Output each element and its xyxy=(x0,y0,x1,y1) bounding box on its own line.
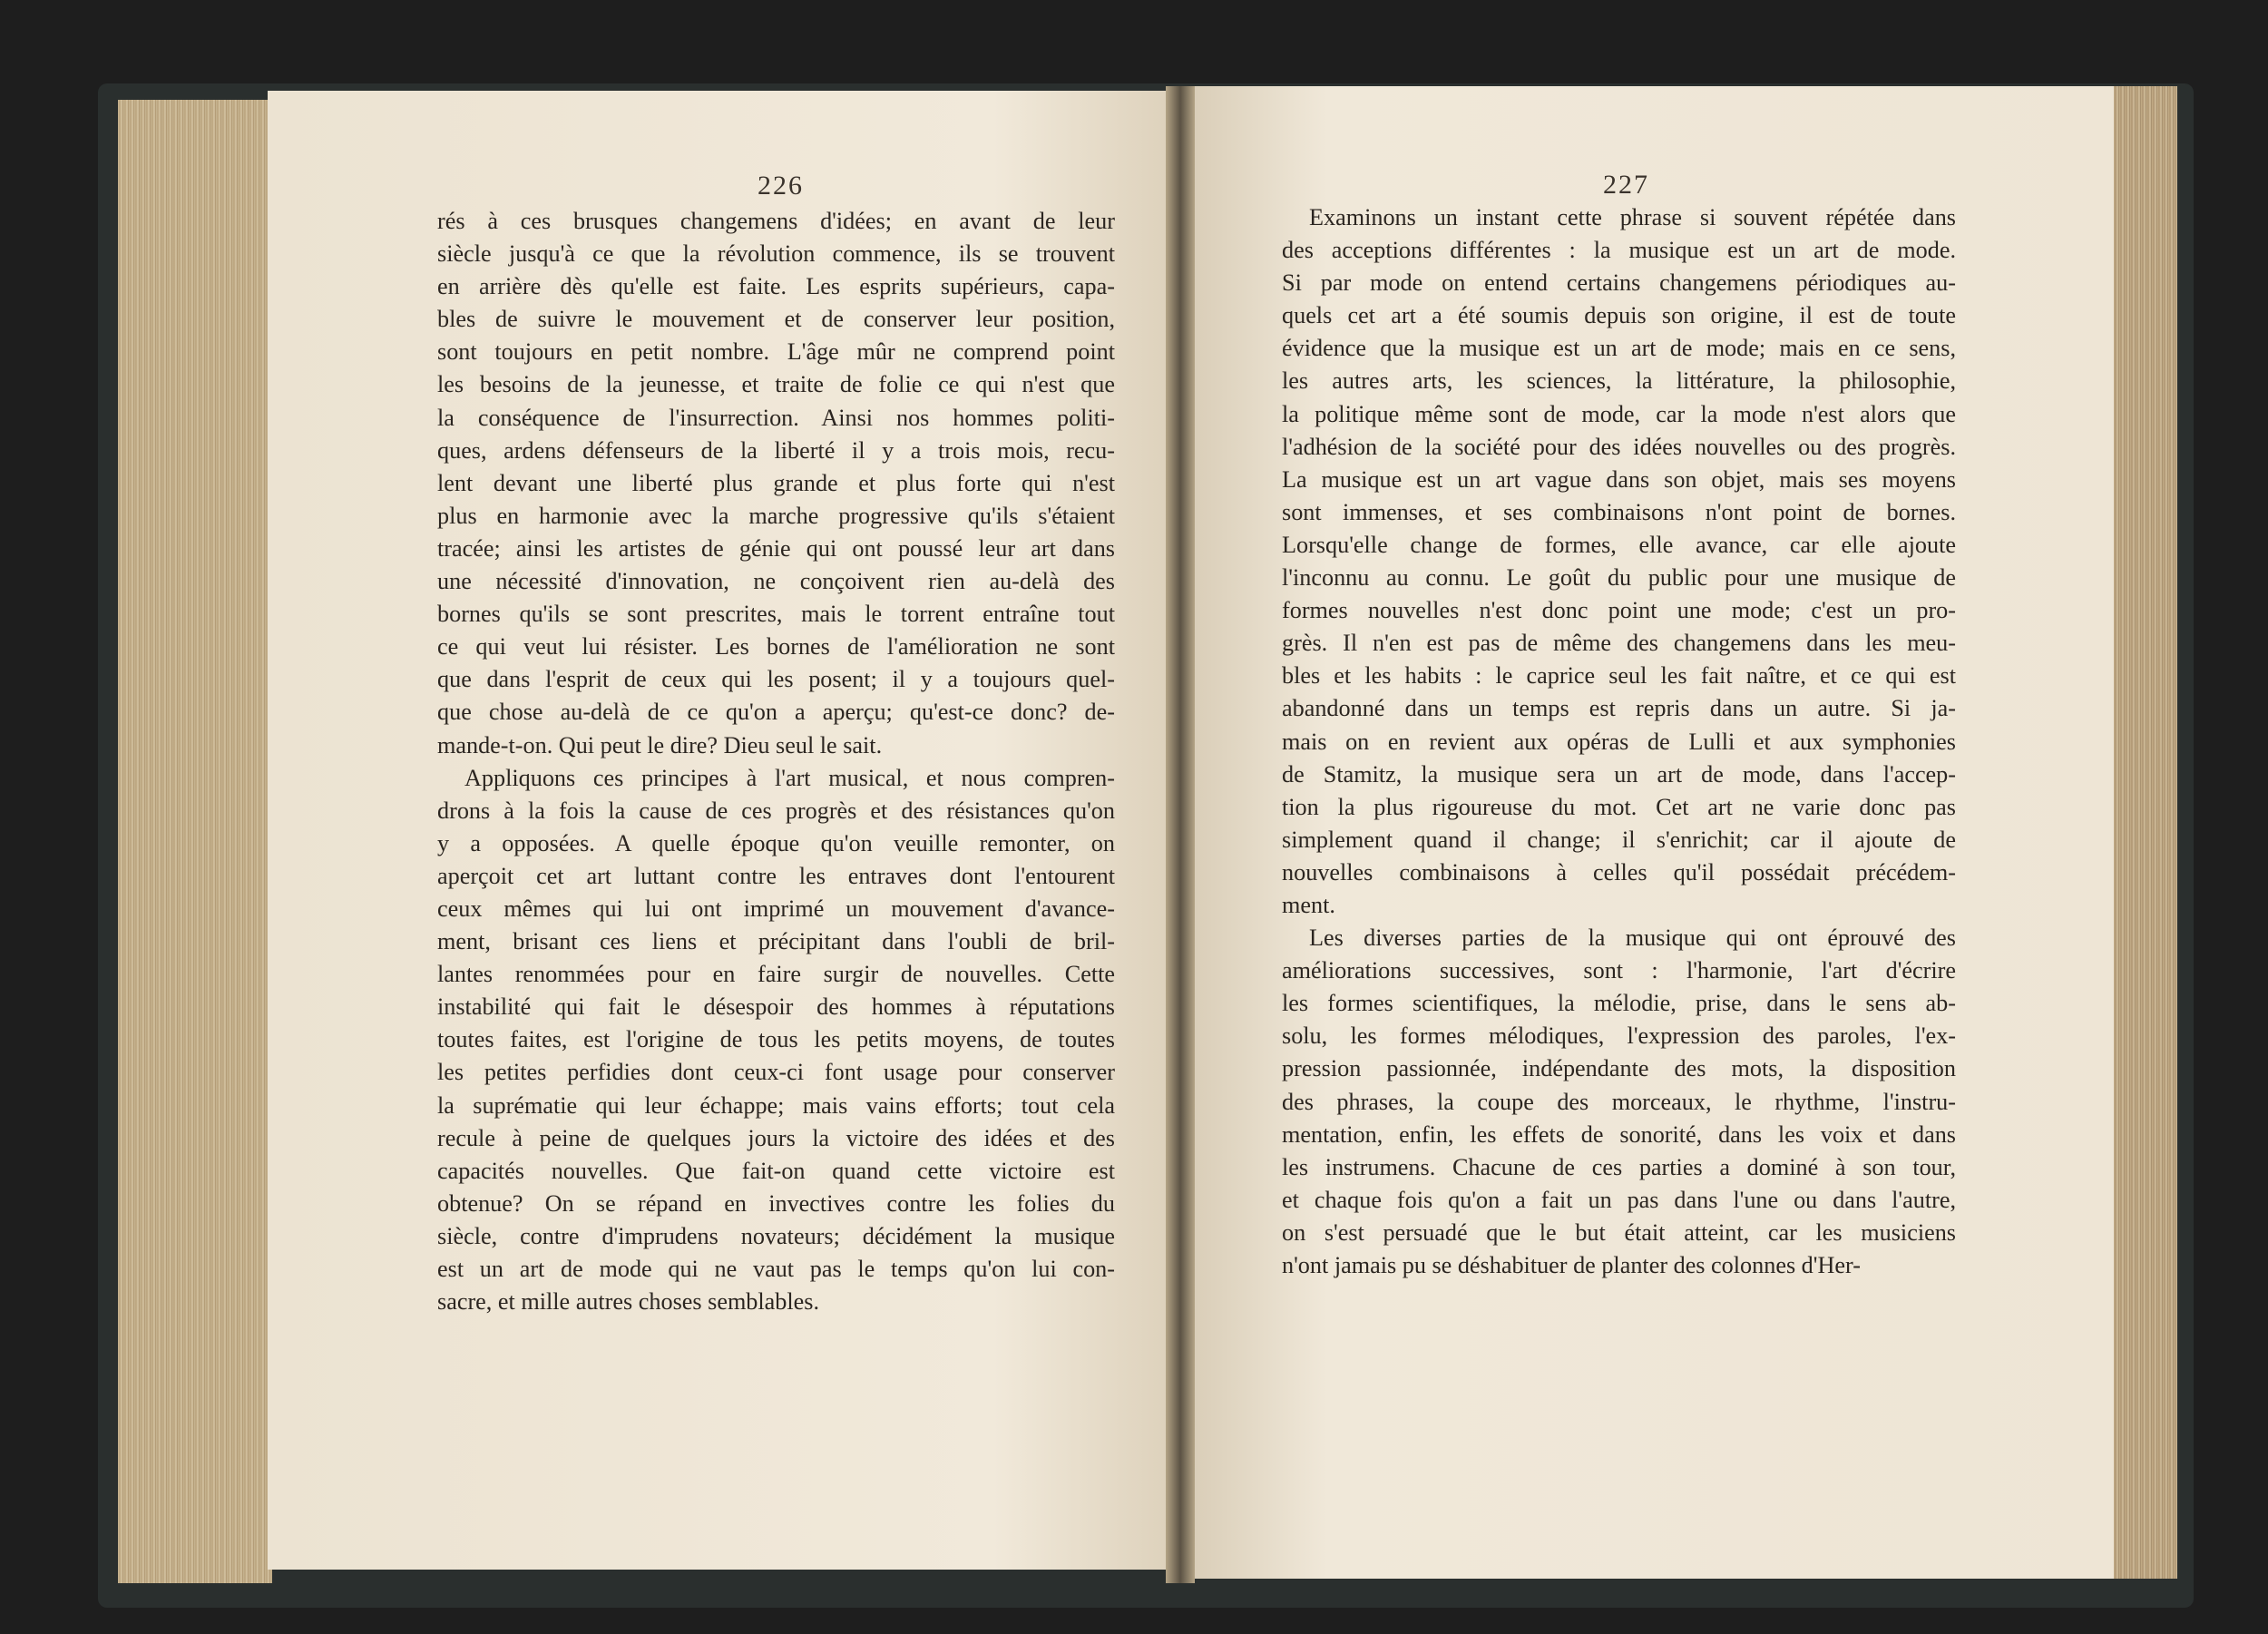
text-line: grès. Il n'en est pas de même des changemens dans les meu- xyxy=(1282,630,1956,657)
text-line: bles de suivre le mouvement et de conserver leur position, xyxy=(437,306,1115,333)
text-line: des phrases, la coupe des morceaux, le rhythme, l'instru- xyxy=(1282,1088,1956,1115)
text-line: on s'est persuadé que le but était atteint, car les musiciens xyxy=(1282,1218,1956,1246)
text-line: une nécessité d'innovation, ne conçoivent rien au-delà des xyxy=(437,568,1115,595)
text-line: instabilité qui fait le désespoir des hommes à réputations xyxy=(437,993,1115,1021)
text-line: sacre, et mille autres choses semblables. xyxy=(437,1288,820,1316)
text-line: la suprématie qui leur échappe; mais vains efforts; tout cela xyxy=(437,1091,1115,1119)
text-line: les formes scientifiques, la mélodie, prise, dans le sens ab- xyxy=(1282,990,1956,1017)
text-line: Lorsqu'elle change de formes, elle avance, car elle ajoute xyxy=(1282,531,1956,558)
paragraph xyxy=(1282,201,1956,922)
text-line: que dans l'esprit de ceux qui les posent; il y a toujours quel- xyxy=(437,666,1115,693)
text-line: capacités nouvelles. Que fait-on quand cette victoire est xyxy=(437,1157,1115,1184)
text-line: et chaque fois qu'on a fait un pas dans l'une ou dans l'autre, xyxy=(1282,1186,1956,1213)
text-line: les besoins de la jeunesse, et traite de folie ce qui n'est que xyxy=(437,371,1115,398)
text-line: les instrumens. Chacune de ces parties a dominé à son tour, xyxy=(1282,1153,1956,1180)
text-line: la politique même sont de mode, car la mode n'est alors que xyxy=(1282,400,1956,427)
text-line: Les diverses parties de la musique qui ont éprouvé des xyxy=(1309,925,1956,952)
text-line: lent devant une liberté plus grande et plus forte qui n'est xyxy=(437,469,1115,496)
text-line: drons à la fois la cause de ces progrès et des résistances qu'on xyxy=(437,797,1115,824)
text-line: recule à peine de quelques jours la victoire des idées et des xyxy=(437,1124,1115,1151)
text-line: aperçoit cet art luttant contre les entraves dont l'entourent xyxy=(437,862,1115,889)
page-number-left: 226 xyxy=(758,171,804,201)
text-line: pression passionnée, indépendante des mots, la disposition xyxy=(1282,1055,1956,1082)
text-line: mande-t-on. Qui peut le dire? Dieu seul le sait. xyxy=(437,731,883,758)
text-line: Appliquons ces principes à l'art musical, et nous compren- xyxy=(464,764,1115,791)
text-line: l'adhésion de la société pour des idées nouvelles ou des progrès. xyxy=(1282,433,1956,460)
right-page-text xyxy=(1282,201,1956,1282)
book-gutter xyxy=(1166,86,1195,1583)
text-line: obtenue? On se répand en invectives contre les folies du xyxy=(437,1189,1115,1217)
text-line: améliorations successives, sont : l'harmonie, l'art d'écrire xyxy=(1282,957,1956,984)
text-line: lantes renommées pour en faire surgir de nouvelles. Cette xyxy=(437,961,1115,988)
text-line: bornes qu'ils se sont prescrites, mais le torrent entraîne tout xyxy=(437,601,1115,628)
text-line: simplement quand il change; il s'enrichit; car il ajoute de xyxy=(1282,826,1956,853)
text-line: quels cet art a été soumis depuis son origine, il est de toute xyxy=(1282,302,1956,329)
left-page-text xyxy=(437,205,1115,1318)
text-line: des acceptions différentes : la musique est un art de mode. xyxy=(1282,237,1956,264)
text-line: évidence que la musique est un art de mode; mais en ce sens, xyxy=(1282,335,1956,362)
right-page-edges xyxy=(2114,86,2177,1579)
text-line: toutes faites, est l'origine de tous les petits moyens, de toutes xyxy=(437,1026,1115,1053)
paragraph xyxy=(1282,922,1956,1282)
right-page xyxy=(1188,86,2114,1579)
text-line: bles et les habits : le caprice seul les fait naître, et ce qui est xyxy=(1282,662,1956,690)
text-line: les autres arts, les sciences, la littérature, la philosophie, xyxy=(1282,367,1956,395)
text-line: les petites perfidies dont ceux-ci font usage pour conserver xyxy=(437,1059,1115,1086)
text-line: tion la plus rigoureuse du mot. Cet art ne varie donc pas xyxy=(1282,793,1956,820)
text-line: est un art de mode qui ne vaut pas le temps qu'on lui con- xyxy=(437,1256,1115,1282)
text-line: ques, ardens défenseurs de la liberté il y a trois mois, recu- xyxy=(437,436,1115,464)
text-line: siècle, contre d'imprudens novateurs; décidément la musique xyxy=(437,1222,1115,1249)
text-line: formes nouvelles n'est donc point une mode; c'est un pro- xyxy=(1282,597,1956,624)
text-line: de Stamitz, la musique sera un art de mode, dans l'accep- xyxy=(1282,760,1956,788)
left-page xyxy=(268,91,1175,1570)
text-line: rés à ces brusques changemens d'idées; en avant de leur xyxy=(437,208,1115,234)
page-number-right: 227 xyxy=(1603,170,1649,200)
text-line: abandonné dans un temps est repris dans un autre. Si ja- xyxy=(1282,695,1956,722)
text-line: la conséquence de l'insurrection. Ainsi nos hommes politi- xyxy=(437,404,1115,431)
text-line: solu, les formes mélodiques, l'expression des paroles, l'ex- xyxy=(1282,1022,1956,1050)
text-line: siècle jusqu'à ce que la révolution commence, ils se trouvent xyxy=(437,240,1115,268)
text-line: ce qui veut lui résister. Les bornes de l'amélioration ne sont xyxy=(437,633,1115,660)
text-line: mentation, enfin, les effets de sonorité, dans les voix et dans xyxy=(1282,1120,1956,1148)
text-line: sont toujours en petit nombre. L'âge mûr ne comprend point xyxy=(437,338,1115,366)
text-line: n'ont jamais pu se déshabituer de planter des colonnes d'Her- xyxy=(1282,1252,1861,1278)
text-line: ment, brisant ces liens et précipitant dans l'oubli de bril- xyxy=(437,928,1115,955)
paragraph xyxy=(437,762,1115,1319)
paragraph xyxy=(437,205,1115,762)
text-line: Si par mode on entend certains changemens périodiques au- xyxy=(1282,269,1956,297)
text-line: en arrière dès qu'elle est faite. Les esprits supérieurs, capa- xyxy=(437,273,1115,300)
text-line: mais on en revient aux opéras de Lulli et aux symphonies xyxy=(1282,728,1956,755)
text-line: tracée; ainsi les artistes de génie qui ont poussé leur art dans xyxy=(437,534,1115,562)
text-line: plus en harmonie avec la marche progressive qu'ils s'étaient xyxy=(437,502,1115,529)
text-line: Examinons un instant cette phrase si souvent répétée dans xyxy=(1309,204,1956,230)
text-line: ment. xyxy=(1282,891,1335,918)
left-page-edges xyxy=(118,100,272,1583)
text-line: sont immenses, et ses combinaisons n'ont point de bornes. xyxy=(1282,498,1956,525)
text-line: que chose au-delà de ce qu'on a aperçu; qu'est-ce donc? de- xyxy=(437,699,1115,726)
text-line: nouvelles combinaisons à celles qu'il possédait précédem- xyxy=(1282,858,1956,885)
text-line: y a opposées. A quelle époque qu'on veuille remonter, on xyxy=(437,829,1115,856)
text-line: La musique est un art vague dans son objet, mais ses moyens xyxy=(1282,465,1956,493)
text-line: ceux mêmes qui lui ont imprimé un mouvement d'avance- xyxy=(437,895,1115,922)
text-line: l'inconnu au connu. Le goût du public pour une musique de xyxy=(1282,564,1956,592)
